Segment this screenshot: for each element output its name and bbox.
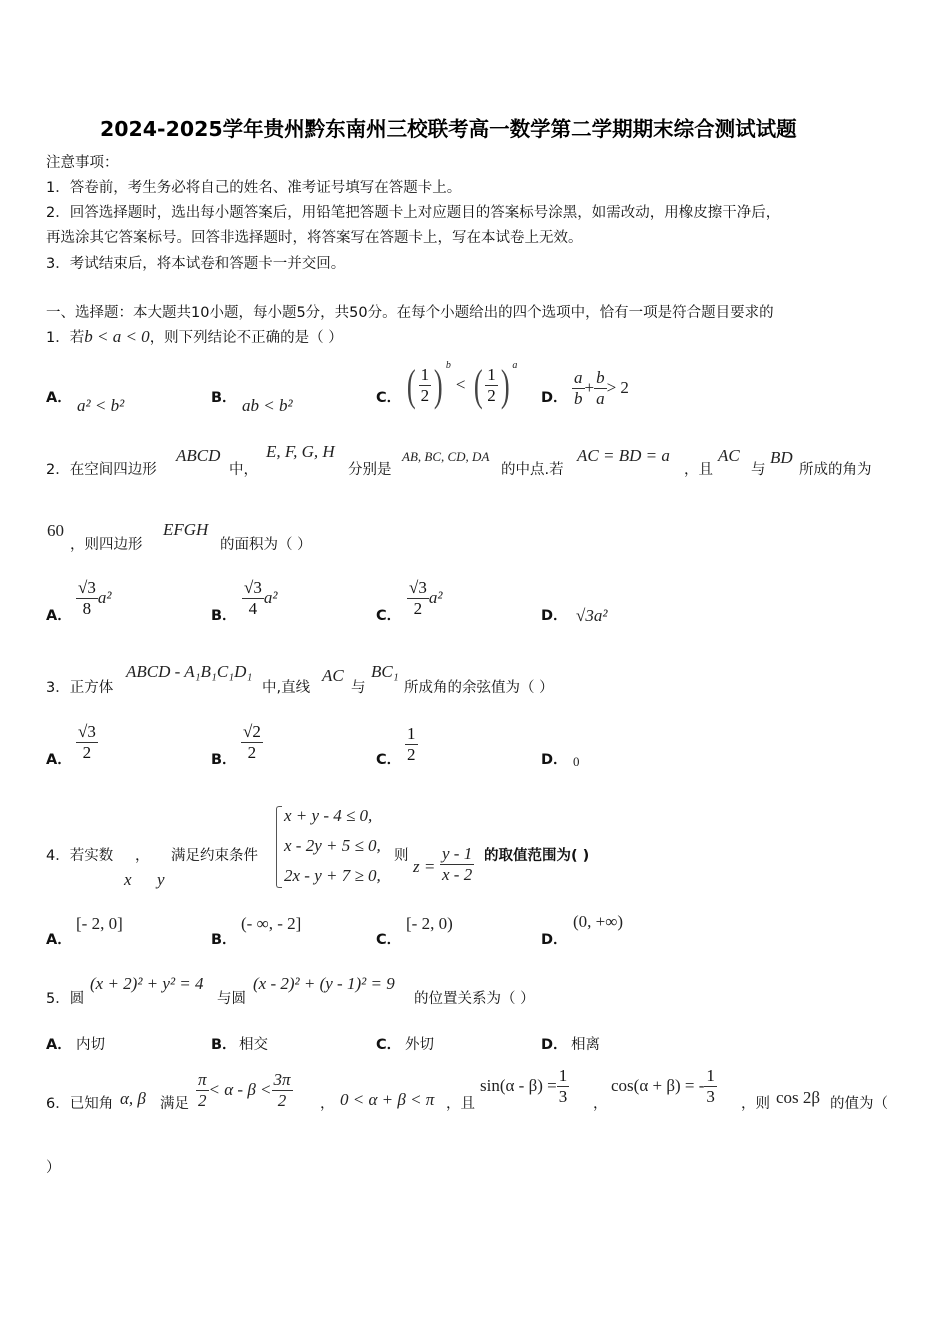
q3-mid2: 与 xyxy=(351,680,366,696)
paren-open-icon: ( xyxy=(473,361,483,410)
q3-c-den: 2 xyxy=(407,745,416,764)
q1-label-c: C． xyxy=(376,390,402,406)
q2-mid2: 分别是 xyxy=(348,462,392,478)
q2-label-d: D． xyxy=(541,608,568,624)
q3-label-d: D． xyxy=(541,752,568,768)
notice-item-2b: 再选涂其它答案标号。回答非选择题时，将答案写在答题卡上，写在本试卷上无效。 xyxy=(46,230,583,246)
q3-mid1: 中,直线 xyxy=(262,680,311,696)
q2-label-c: C． xyxy=(376,608,402,624)
q1-suffix: ，则下列结论不正确的是（ ） xyxy=(149,330,343,346)
q2-prefix: 2．在空间四边形 xyxy=(46,462,157,478)
q2-b-den: 4 xyxy=(248,599,258,618)
q5-label-d: D． xyxy=(541,1037,568,1053)
q2-option-d: √3a² xyxy=(576,606,608,625)
q4-comma: ， xyxy=(135,848,150,864)
q4-label-c: C． xyxy=(376,932,402,948)
q3-option-d: 0 xyxy=(573,754,580,769)
q6-prefix: 6．已知角 xyxy=(46,1096,114,1112)
q3-option-c xyxy=(405,724,418,765)
q2-option-c xyxy=(407,578,442,619)
q6-ineq-mid: < α - β < xyxy=(208,1080,272,1099)
q4-option-a: [- 2, 0] xyxy=(76,914,123,933)
q1-label-d: D． xyxy=(541,390,568,406)
q1-option-a: a² < b² xyxy=(77,396,125,415)
q2-edges: AB, BC, CD, DA xyxy=(402,449,490,464)
q1-label-b: B． xyxy=(211,390,237,406)
q6-mid1: 满足 xyxy=(160,1096,189,1112)
q3-b-den: 2 xyxy=(247,743,257,762)
q2-a-a2: a² xyxy=(97,588,112,607)
q4-then: 则 xyxy=(394,848,409,864)
q4-z-den: x - 2 xyxy=(442,865,473,884)
q6-cos-label: cos(α + β) = - xyxy=(611,1076,705,1095)
q1-option-b: ab < b² xyxy=(242,396,293,415)
q3-bc1: BC₁ xyxy=(371,662,399,681)
q2-angle: 60 xyxy=(47,521,64,540)
q2-line2a: ，则四边形 xyxy=(70,537,143,553)
q3-label-a: A． xyxy=(46,752,72,768)
notice-heading: 注意事项： xyxy=(46,155,119,171)
q5-option-a: 内切 xyxy=(76,1037,105,1053)
q3-option-a xyxy=(76,722,98,763)
q2-equation: AC = BD = a xyxy=(577,446,670,465)
q4-constraint-2: x - 2y + 5 ≤ 0, xyxy=(284,836,381,855)
q6-ineq1 xyxy=(196,1070,293,1111)
q4-z-num: y - 1 xyxy=(442,844,473,863)
q1-c-lt: < xyxy=(455,375,466,394)
q2-b-num: √3 xyxy=(244,578,262,597)
q2-label-a: A． xyxy=(46,608,72,624)
q6-sin-label: sin(α - β) = xyxy=(480,1076,557,1095)
q5-option-b: 相交 xyxy=(239,1037,268,1053)
q3-b-num: √2 xyxy=(243,722,261,741)
q4-label-a: A． xyxy=(46,932,72,948)
q6-cos-num: 1 xyxy=(706,1066,715,1085)
q6-close: ） xyxy=(46,1160,61,1176)
q5-option-c: 外切 xyxy=(405,1037,434,1053)
q4-mid: 满足约束条件 xyxy=(171,848,258,864)
q6-pi-num: π xyxy=(198,1070,207,1089)
q1-d-num2: b xyxy=(596,368,605,387)
paren-open-icon: ( xyxy=(406,361,416,410)
q1-option-d: $\frac{a}{b}$ + $\frac{b}{a}$ > 2 xyxy=(574,368,629,408)
notice-item-1: 1．答卷前，考生务必将自己的姓名、准考证号填写在答题卡上。 xyxy=(46,180,462,196)
q3-option-b xyxy=(241,722,263,763)
page-title: 2024-2025学年贵州黔东南州三校联考高一数学第二学期期末综合测试试题 xyxy=(100,117,797,141)
q4-option-c: [- 2, 0) xyxy=(406,914,453,933)
q2-label-b: B． xyxy=(211,608,237,624)
q3-a-den: 2 xyxy=(82,743,92,762)
q1-c-num2: 1 xyxy=(487,365,496,384)
q3-label-b: B． xyxy=(211,752,237,768)
notice-item-3: 3．考试结束后，将本试卷和答题卡一并交回。 xyxy=(46,256,346,272)
q1-label-a: A． xyxy=(46,390,72,406)
q2-c-num: √3 xyxy=(409,578,427,597)
paren-close-icon: ) xyxy=(500,361,510,410)
q2-a-den: 8 xyxy=(82,599,92,618)
q5-mid: 与圆 xyxy=(217,991,246,1007)
q3-cube: ABCD - A₁B₁C₁D₁ xyxy=(126,662,253,681)
brace-icon xyxy=(276,806,282,888)
q4-y: y xyxy=(157,870,165,889)
q5-option-d: 相离 xyxy=(571,1037,600,1053)
q2-option-b xyxy=(242,578,277,619)
q4-option-b: (- ∞, - 2] xyxy=(241,914,302,933)
q4-z-fraction xyxy=(440,844,474,885)
q5-circle-1: (x + 2)² + y² = 4 xyxy=(90,974,204,993)
q6-sin xyxy=(480,1066,569,1107)
q6-comma2: ， xyxy=(593,1096,608,1112)
q6-pi-den: 2 xyxy=(198,1091,207,1110)
q1-d-tail: > 2 xyxy=(606,378,629,397)
q1-d-den1: b xyxy=(574,389,583,408)
q1-d-num1: a xyxy=(574,368,583,387)
q2-mid6: 所成的角为 xyxy=(799,462,872,478)
q6-angles: α, β xyxy=(120,1089,146,1108)
q2-c-a2: a² xyxy=(428,588,443,607)
q4-z: z = xyxy=(413,857,436,876)
q2-mid3: 的中点.若 xyxy=(501,462,564,478)
q2-ac: AC xyxy=(718,446,740,465)
q4-constraint-1: x + y - 4 ≤ 0, xyxy=(284,806,373,825)
q2-a-num: √3 xyxy=(78,578,96,597)
q1-condition: b < a < 0 xyxy=(84,327,150,346)
q2-mid4: ，且 xyxy=(684,462,713,478)
q1-c-den2: 2 xyxy=(487,386,496,405)
q3-label-c: C． xyxy=(376,752,402,768)
q6-sin-num: 1 xyxy=(558,1066,568,1085)
q4-label-b: B． xyxy=(211,932,237,948)
q1-c-num1: 1 xyxy=(420,365,430,384)
q2-mid5: 与 xyxy=(751,462,766,478)
q1-option-c xyxy=(404,360,517,411)
q1-c-den1: 2 xyxy=(420,386,430,405)
section-heading: 一、选择题：本大题共10小题，每小题5分，共50分。在每个小题给出的四个选项中，恰有一项是符合题目要求的 xyxy=(46,305,774,321)
q5-suffix: 的位置关系为（ ） xyxy=(414,991,535,1007)
q1-prefix: 1．若 xyxy=(46,330,85,346)
q1-stem xyxy=(46,326,343,347)
q2-b-a2: a² xyxy=(263,588,278,607)
q6-3pi-num: 3π xyxy=(273,1070,291,1089)
q3-prefix: 3．正方体 xyxy=(46,680,114,696)
q3-suffix: 所成角的余弦值为（ ） xyxy=(404,680,554,696)
q3-a-num: √3 xyxy=(78,722,96,741)
q4-label-d: D． xyxy=(541,932,568,948)
q6-comma1: ， xyxy=(320,1096,335,1112)
q1-c-exp2: a xyxy=(512,359,518,371)
q2-option-a xyxy=(76,578,111,619)
q5-circle-2: (x - 2)² + (y - 1)² = 9 xyxy=(253,974,395,993)
q2-bd: BD xyxy=(770,448,793,467)
q6-cos2b: cos 2β xyxy=(776,1088,821,1107)
q5-label-a: A． xyxy=(46,1037,72,1053)
q2-efgh2: EFGH xyxy=(163,520,209,539)
q2-c-den: 2 xyxy=(413,599,423,618)
q3-ac: AC xyxy=(322,666,344,685)
q6-mid2: ，且 xyxy=(446,1096,475,1112)
q4-option-d: (0, +∞) xyxy=(573,912,624,931)
q6-cos-den: 3 xyxy=(706,1087,715,1106)
q5-label-b: B． xyxy=(211,1037,237,1053)
q2-line2b: 的面积为（ ） xyxy=(220,537,312,553)
q3-c-num: 1 xyxy=(407,724,416,743)
q6-cos xyxy=(611,1066,717,1107)
paren-close-icon: ) xyxy=(434,361,443,410)
notice-item-2a: 2．回答选择题时，选出每小题答案后，用铅笔把答题卡上对应题目的答案标号涂黑，如需改动，用橡皮擦干净后， xyxy=(46,205,781,221)
q6-suffix: 的值为（ xyxy=(830,1096,888,1112)
q2-abcd: ABCD xyxy=(176,446,221,465)
q5-prefix: 5．圆 xyxy=(46,991,85,1007)
q1-c-exp1: b xyxy=(445,359,451,371)
q6-3pi-den: 2 xyxy=(277,1091,287,1110)
q6-mid3: ，则 xyxy=(741,1096,770,1112)
q4-prefix: 4．若实数 xyxy=(46,848,114,864)
q1-d-den2: a xyxy=(596,389,605,408)
q6-ineq2: 0 < α + β < π xyxy=(340,1090,435,1109)
q2-efgh: E, F, G, H xyxy=(266,442,335,461)
q5-label-c: C． xyxy=(376,1037,402,1053)
q4-constraint-3: 2x - y + 7 ≥ 0, xyxy=(284,866,381,885)
q4-x: x xyxy=(124,870,132,889)
q2-mid1: 中， xyxy=(229,462,258,478)
q4-suffix: 的取值范围为( ) xyxy=(484,848,590,864)
q6-sin-den: 3 xyxy=(558,1087,568,1106)
